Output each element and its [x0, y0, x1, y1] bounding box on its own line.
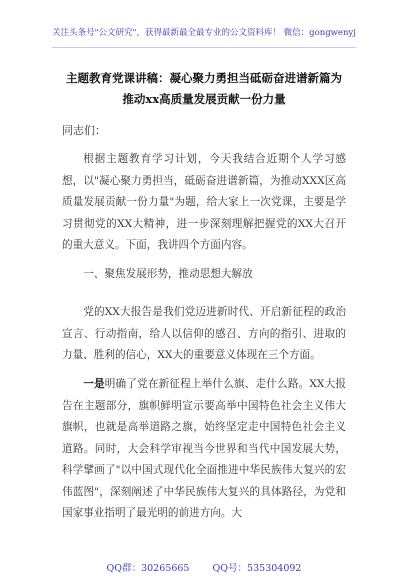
section-heading: 一、聚焦发展形势，推动思想大解放 [83, 268, 253, 280]
point-one-text: 明确了党在新征程上举什么旗、走什么路。XX大报告在主题部分，旗帜鲜明宣示要高举中国特色社会主义伟大旗帜，也就是高举道路之旗，始终坚定走中国特色社会主义道路。同时，大会科学审视当今世界和当代中国发展大势，科学擘画了"以中国式现代化全面推进中华民族伟大复兴的宏伟蓝图"，深刻阐述了中华民族伟大复兴的具体路径，为党和国家事业指明了最光明的前进方向。大 [62, 378, 346, 519]
paragraph-point-one [62, 374, 346, 525]
header-note: 关注头条号"公文研究"，获得最新最全最专业的公文资料库！ 微信：gongwenyj [52, 28, 356, 38]
paragraph-significance: 党的XX大报告是我们党迈进新时代、开启新征程的政治宣言、行动指南，给人以信仰的感召、方向的指引、进取的力量、胜利的信心，XX大的重要意义体现在三个方面。 [62, 306, 346, 361]
qq-group: QQ群：30265665 [106, 563, 190, 574]
qq-number: QQ号：535304092 [212, 563, 302, 574]
paragraph-intro: 根据主题教育学习计划，今天我结合近期个人学习感想，以"凝心聚力勇担当，砥砺奋进谱新篇，为推动XXX区高质量发展贡献一份力量"为题，给大家上一次党课，主要是学习贯彻党的XX大精神，进一步深刻理解把握党的XX大召开的重大意义。下面，我讲四个方面内容。 [62, 153, 346, 251]
document-title: 主题教育党课讲稿：凝心聚力勇担当砥砺奋进谱新篇为推动xx高质量发展贡献一份力量 [66, 71, 342, 106]
point-lead: 一是 [83, 378, 105, 390]
footer-contacts [0, 560, 408, 574]
header-divider [52, 47, 356, 48]
salutation: 同志们： [62, 124, 106, 137]
